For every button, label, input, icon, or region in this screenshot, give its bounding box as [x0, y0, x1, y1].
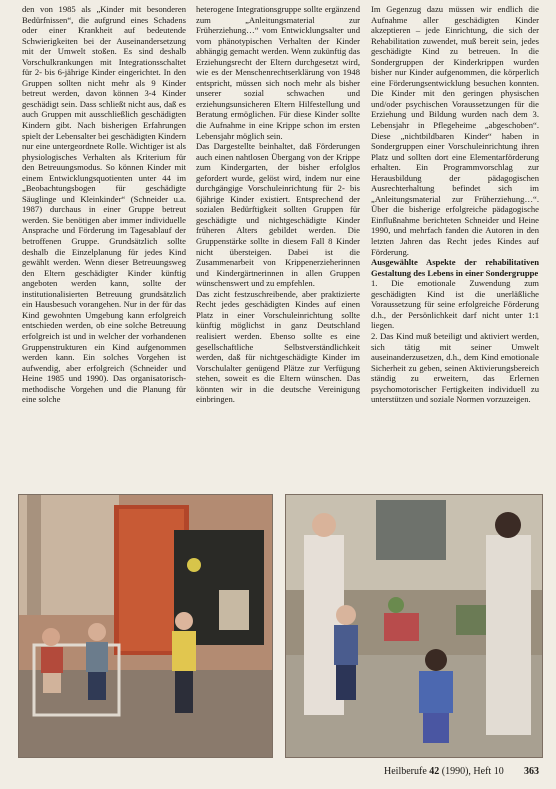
column2-paragraph-3: Das zicht festzuschreibende, aber praktizierte Recht jedes geschädigten Kindes auf einen Platz in einer Vorschuleinrichtung sollte künftig möglichst in ganz Deutschland realisiert werden. Ebenso sollte es eine gesellschaftliche Selbstverständlichkeit werden, daß für nichtgeschädigte Kinder im Vorschulalter genügend Plätze zur Verfügung stehen, soweit es die Eltern wünschen. Das könnten wir in die deutsche Vereinigung einbringen. [196, 288, 360, 405]
playground-photo [285, 494, 543, 758]
page-number: 363 [524, 766, 539, 777]
column2-paragraph-2: Das Dargestellte beinhaltet, daß Förderungen auch einen nahtlosen Übergang von der Krippe zum Kindergarten, der bisher erfolglos gefordert wurde, gelöst wird, indem nur eine durchgängige Vorschuleinrichtung für 2- bis 6jährige Kinder existiert. Entsprechend der sozialen Bedürftigkeit sollten Gruppen für geschädigte und nichtgeschädigte Kinder früheren Alters gebildet werden. Die Gruppenstärke sollte in diesem Fall 8 Kinder nicht übersteigen. Dabei ist die Zusammenarbeit von Krippenerzieherinnen und Kindergärtnerinnen in allen Gruppen wünschenswert und zu empfehlen. [196, 141, 360, 289]
journal-year-issue: (1990), Heft 10 [441, 766, 504, 777]
classroom-photo [18, 494, 273, 758]
journal-volume: 42 [429, 766, 440, 777]
section-subheading: Ausgewählte Aspekte der rehabilitativen Gestaltung des Lebens in einer Sondergruppe [371, 257, 539, 278]
column2-paragraph-1: heterogene Integrationsgruppe sollte ergänzend zum „Anleitungsmaterial zur Früherziehung…“ vom Entwicklungsalter und vom phänotypischen Verhalten der Kinder abhängig gemacht werden. Wenn zukünftig das Erziehungsrecht der Eltern durchgesetzt wird, wie es der Menschenrechtserklärung von 1948 entspricht, müssen sich noch mehr als bisher unserer sozial schwachen und erziehungsunsicheren Eltern Hilfestellung und Beratung ermöglichen. Für diese Kinder sollte die Aufnahme in eine Krippe schon im ersten Lebensjahr möglich sein. [196, 4, 360, 141]
column3-paragraph: Im Gegenzug dazu müssen wir endlich die Aufnahme aller geschädigten Kinder akzeptieren – jede Einrichtung, die sich der Rehabilitation zuwendet, muß bereit sein, jedes geschädigte Kind zu betreuen. In die Sondergruppen der Kinderkrippen wurden bisher nur Kinder aufgenommen, die körperlich eine Förderungsentwicklung besuchen konnten. Die Kinder mit den geringen physischen und/oder psychischen Voraussetzungen für die Erziehung und Bildung wurden nach dem 3. Lebensjahr in Pflegeheime „abgeschoben“. Diese „nichtbildbaren Kinder“ haben in Sondergruppen einer Vorschuleinrichtung ihren Platz und sollten dort eine Elementarförderung erhalten. Ein Programmvorschlag zur Herausbildung der pädagogischen Ausrechterhaltung befindet sich im „Anleitungsmaterial zur Früherziehung…“. Über die bisherige erfolgreiche pädagogische Einflußnahme berichteten Schneider und Heine 1990, und mehrfach fanden die Autoren in den letzten Jahren das Recht jedes Kindes auf Förderung. [371, 4, 539, 257]
journal-name: Heilberufe [384, 766, 427, 777]
point-1: 1. Die emotionale Zuwendung zum geschädigten Kind ist die unerläßliche Voraussetzung für seine erfolgreiche Förderung d.h., der Persönlichkeit darf nicht unter 1:1 liegen. [371, 278, 539, 331]
column1-paragraph: den von 1985 als „Kinder mit besonderen Bedürfnissen“, die aufgrund eines Schadens oder einer Krankheit auf bedeutende Schwierigkeiten bei der Auseinandersetzung mit der Umwelt stoßen. Es sind deshalb Vorschulkrankungen mit Integrationsschaltet für 2- bis 6-jährige Kinder eingerichtet. In den Gruppen sollten nicht mehr als 9 Kinder betreut werden, davon können 3-4 Kinder geschädigt sein. Dass schließt nicht aus, daß es auch Gruppen mit ausschließlich geschädigten Kindern gibt. Nach bisherigen Erfahrungen spielt der Lebensalter bei geschädigten Kindern nur eine untergeordnete Rolle. Wichtiger ist als physiologisches Verhalten als Kriterium für den Betreuungsmodus. So können Kinder mit einem Entwicklungsquotienten unter 44 im „Beobachtungsbogen für geschädigte Säuglinge und Kleinkinder“ (Schneider u.a. 1987) durchaus in einer Gruppe betreut werden. Sie benötigen aber immer individuelle Ansprache und Förderung im Tagesablauf der betroffenen Gruppe. Grundsätzlich sollte deshalb die Einzelplanung für jedes Kind gewählt werden. Wenn dieser Betreuungsweg den Eltern geschädigter Kinder künftig angeboten werden kann, sollte der institutionalisierten Betreuung grundsätzlich ein Hausbesuch vorangehen. Nur in der für das Kind gewohnten Umgebung kann erfolgreich entschieden werden, ob eine solche Betreuung erfolgreich ist und in welcher der vorhandenen Gruppenstrukturen ein Kind aufgenommen werden kann. Ein solches Vorgehen ist aufwendig, aber erfolgreich (Schneider und Heine 1985 und 1990). Das organisatorisch-methodische Vorgehen und die Planung für eine solche [22, 4, 186, 405]
point-2: 2. Das Kind muß beteiligt und aktiviert werden, sich tätig mit seiner Umwelt auseinanderzusetzen, d.h., dem Kind emotionale Sicherheit zu geben, seinen Aktivierungsbereich ständig zu erweitern, das Erlernen psychomotorischer Fertigkeiten individuell zu unterstützen und soziale Normen vorzuzeigen. [371, 330, 539, 405]
journal-footer [384, 766, 504, 777]
text-column-3 [371, 4, 539, 502]
text-column-1 [22, 4, 186, 502]
text-column-2 [196, 4, 360, 502]
